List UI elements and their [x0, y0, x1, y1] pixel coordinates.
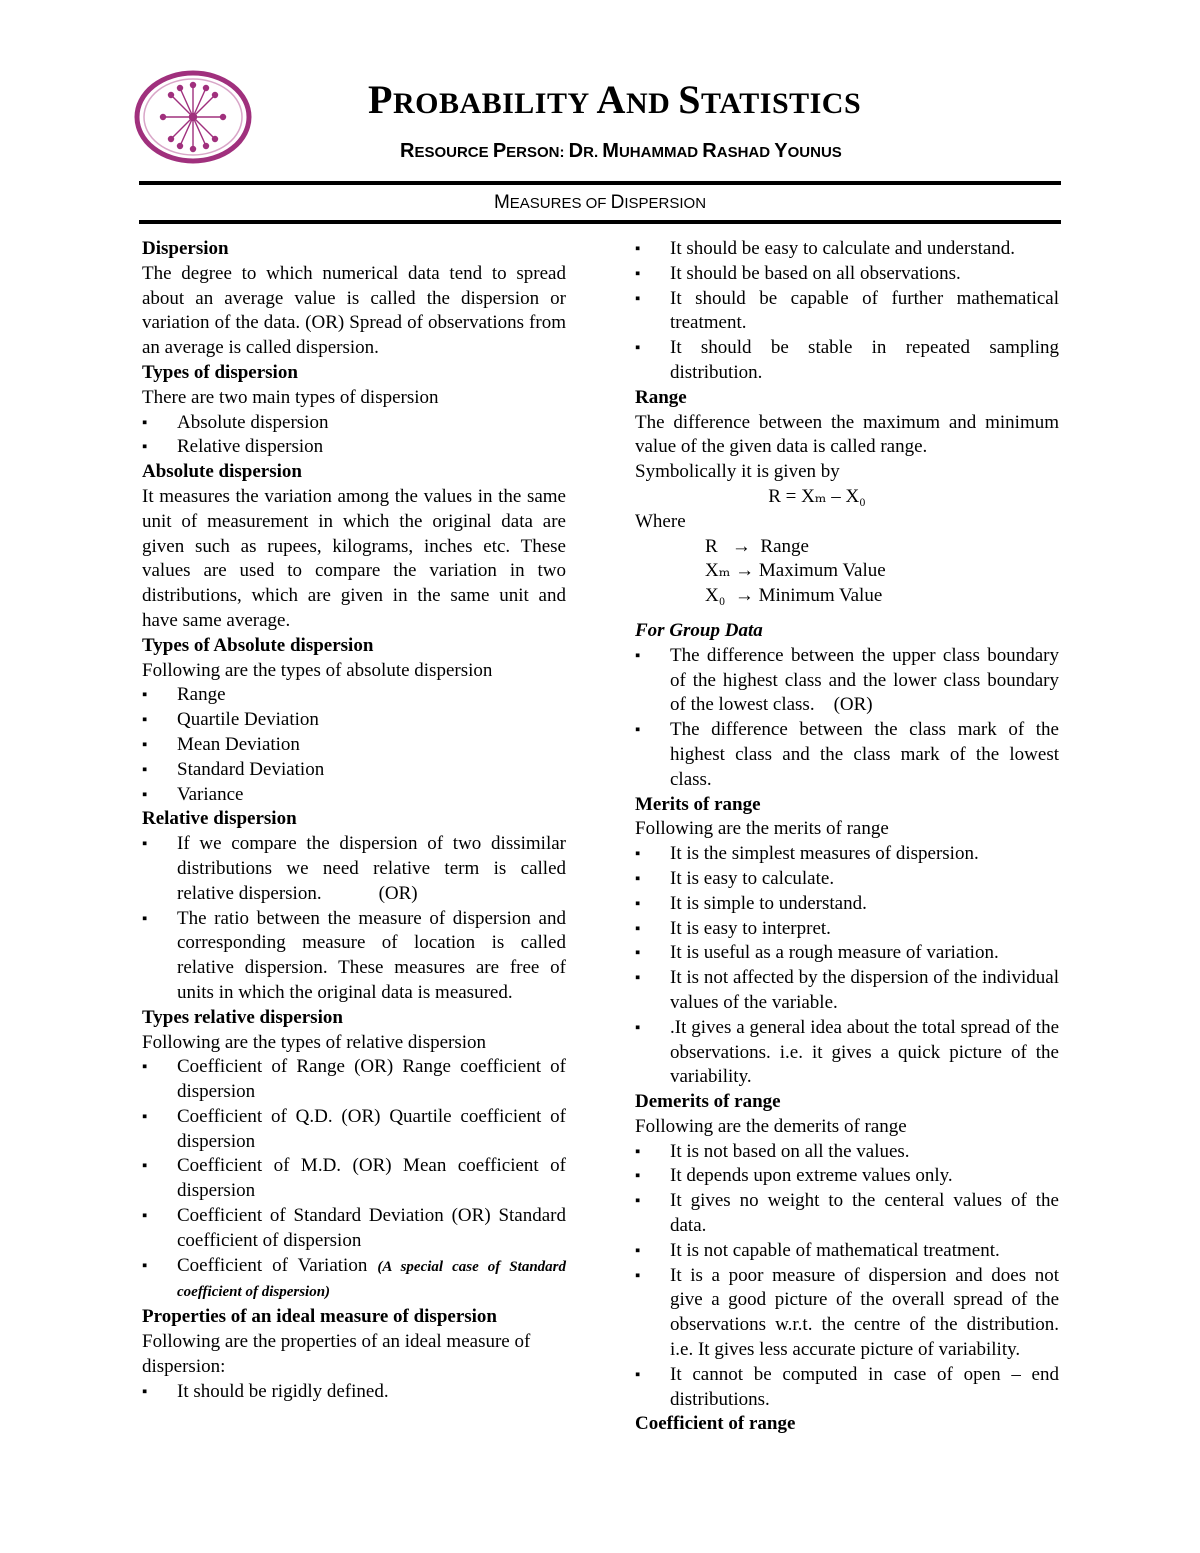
list-item: ▪ It is a poor measure of dispersion and does not give a good picture of the overall spread of the observations w.r.t. the centre of the distribution. i.e. It gives less accurate picture of variability. — [635, 1264, 1059, 1363]
definition-min: X₀ → Minimum Value — [705, 585, 883, 607]
heading-properties: Properties of an ideal measure of dispersion — [142, 1306, 497, 1328]
list-item: ▪ Coefficient of Range (OR) Range coefficient of dispersion — [142, 1055, 566, 1105]
list-item: ▪ Absolute dispersion — [142, 411, 566, 436]
list-item: ▪ It is not affected by the dispersion of the individual values of the variable. — [635, 966, 1059, 1016]
list-item: ▪ Relative dispersion — [142, 435, 566, 460]
list-item: ▪ It is useful as a rough measure of variation. — [635, 941, 1059, 966]
list-item: ▪ The difference between the class mark of the highest class and the class mark of the lowest class. — [635, 718, 1059, 792]
types-absolute-list — [142, 683, 566, 807]
left-column — [142, 237, 571, 1404]
list-item: ▪ It cannot be computed in case of open – end distributions. — [635, 1363, 1059, 1413]
group-data-list — [635, 644, 1064, 793]
types-intro: There are two main types of dispersion — [142, 386, 439, 408]
top-divider — [139, 181, 1061, 185]
list-item: ▪ It is simple to understand. — [635, 892, 1059, 917]
list-item: ▪ Mean Deviation — [142, 733, 566, 758]
list-item: ▪ It should be easy to calculate and understand. — [635, 237, 1059, 262]
list-item: ▪ Coefficient of M.D. (OR) Mean coefficient of dispersion — [142, 1154, 566, 1204]
definition-max: Xₘ → Maximum Value — [705, 560, 886, 582]
heading-relative-dispersion: Relative dispersion — [142, 808, 297, 830]
demerits-list — [635, 1140, 1059, 1413]
list-item: ▪ Coefficient of Standard Deviation (OR) Standard coefficient of dispersion — [142, 1204, 566, 1254]
list-item: ▪ It gives no weight to the centeral values of the data. — [635, 1189, 1059, 1239]
paragraph-dispersion: The degree to which numerical data tend to spread about an average value is called the dispersion or variation of the data. (OR) Spread of observations from an average is called dispersion. — [142, 262, 566, 359]
paragraph-range: The difference between the maximum and minimum value of the given data is called range. — [635, 411, 1059, 458]
properties-list-right — [635, 237, 1059, 386]
list-item: ▪ It is not based on all the values. — [635, 1140, 1059, 1165]
types-list — [142, 411, 566, 461]
demerits-intro: Following are the demerits of range — [635, 1115, 907, 1137]
resource-person: RESOURCE PERSON: DR. MUHAMMAD RASHAD YOUNUS — [400, 140, 842, 162]
types-relative-list — [142, 1055, 566, 1305]
list-item: ▪ Variance — [142, 783, 566, 808]
page-title: PROBABILITY AND STATISTICS — [368, 77, 862, 122]
properties-intro: Following are the properties of an ideal measure of dispersion: — [142, 1331, 531, 1377]
heading-coefficient-of-range: Coefficient of range — [635, 1413, 796, 1435]
list-item: ▪ It should be stable in repeated sampling distribution. — [635, 336, 1059, 386]
properties-list-left — [142, 1380, 566, 1405]
list-item: ▪ The difference between the upper class boundary of the highest class and the lower class boundary of the lowest class. (OR) — [635, 644, 1059, 718]
cv-note: (A special case of Standard coefficient of dispersion) — [177, 1258, 566, 1301]
list-item: ▪ Standard Deviation — [142, 758, 566, 783]
heading-types-absolute: Types of Absolute dispersion — [142, 634, 374, 656]
types-absolute-intro: Following are the types of absolute dispersion — [142, 659, 493, 681]
list-item: ▪ Coefficient of Q.D. (OR) Quartile coefficient of dispersion — [142, 1105, 566, 1155]
bottom-divider — [139, 220, 1061, 224]
merits-list — [635, 842, 1059, 1090]
heading-absolute-dispersion: Absolute dispersion — [142, 461, 302, 483]
list-item: ▪ The ratio between the measure of dispersion and corresponding measure of location is called relative dispersion. These measures are free of units in which the original data is measured. — [142, 907, 566, 1006]
heading-types-relative: Types relative dispersion — [142, 1006, 343, 1028]
heading-group-data: For Group Data — [635, 619, 763, 641]
section-title: MEASURES OF DISPERSION — [493, 192, 707, 213]
heading-range: Range — [635, 386, 687, 408]
list-item: ▪ It is not capable of mathematical treatment. — [635, 1239, 1059, 1264]
heading-types-of-dispersion: Types of dispersion — [142, 361, 298, 383]
list-item: ▪ Range — [142, 683, 566, 708]
list-item: ▪ .It gives a general idea about the total spread of the observations. i.e. it gives a quick picture of the variability. — [635, 1016, 1059, 1090]
list-item: ▪ It should be rigidly defined. — [142, 1380, 566, 1405]
range-symbolic: Symbolically it is given by — [635, 461, 840, 483]
cv-text: Coefficient of Variation — [177, 1254, 378, 1276]
list-item: ▪ It should be based on all observations. — [635, 262, 1059, 287]
relative-list — [142, 832, 571, 1006]
list-item — [142, 1254, 566, 1306]
heading-demerits: Demerits of range — [635, 1091, 781, 1113]
merits-intro: Following are the merits of range — [635, 818, 889, 840]
list-item: ▪ It depends upon extreme values only. — [635, 1164, 1059, 1189]
list-item: ▪ It is the simplest measures of dispersion. — [635, 842, 1059, 867]
paragraph-absolute: It measures the variation among the values in the same unit of measurement in which the original data are given such as rupees, kilograms, inches etc. These values are used to compare the variation in two distributions, which are given in the same unit and have same average. — [142, 485, 566, 631]
list-item: ▪ It should be capable of further mathematical treatment. — [635, 287, 1059, 337]
definition-range: R → Range — [705, 535, 809, 557]
where-label: Where — [635, 510, 686, 532]
right-column — [635, 237, 1064, 1437]
university-logo-icon — [134, 70, 252, 164]
heading-merits: Merits of range — [635, 793, 761, 815]
list-item: ▪ Quartile Deviation — [142, 708, 566, 733]
list-item: ▪ It is easy to interpret. — [635, 917, 1059, 942]
range-equation: R = Xₘ – X₀ — [768, 485, 866, 507]
list-item: ▪ It is easy to calculate. — [635, 867, 1059, 892]
list-item: ▪ If we compare the dispersion of two dissimilar distributions we need relative term is called relative dispersion. (OR) — [142, 832, 566, 906]
types-relative-intro: Following are the types of relative dispersion — [142, 1031, 487, 1053]
heading-dispersion: Dispersion — [142, 238, 229, 259]
